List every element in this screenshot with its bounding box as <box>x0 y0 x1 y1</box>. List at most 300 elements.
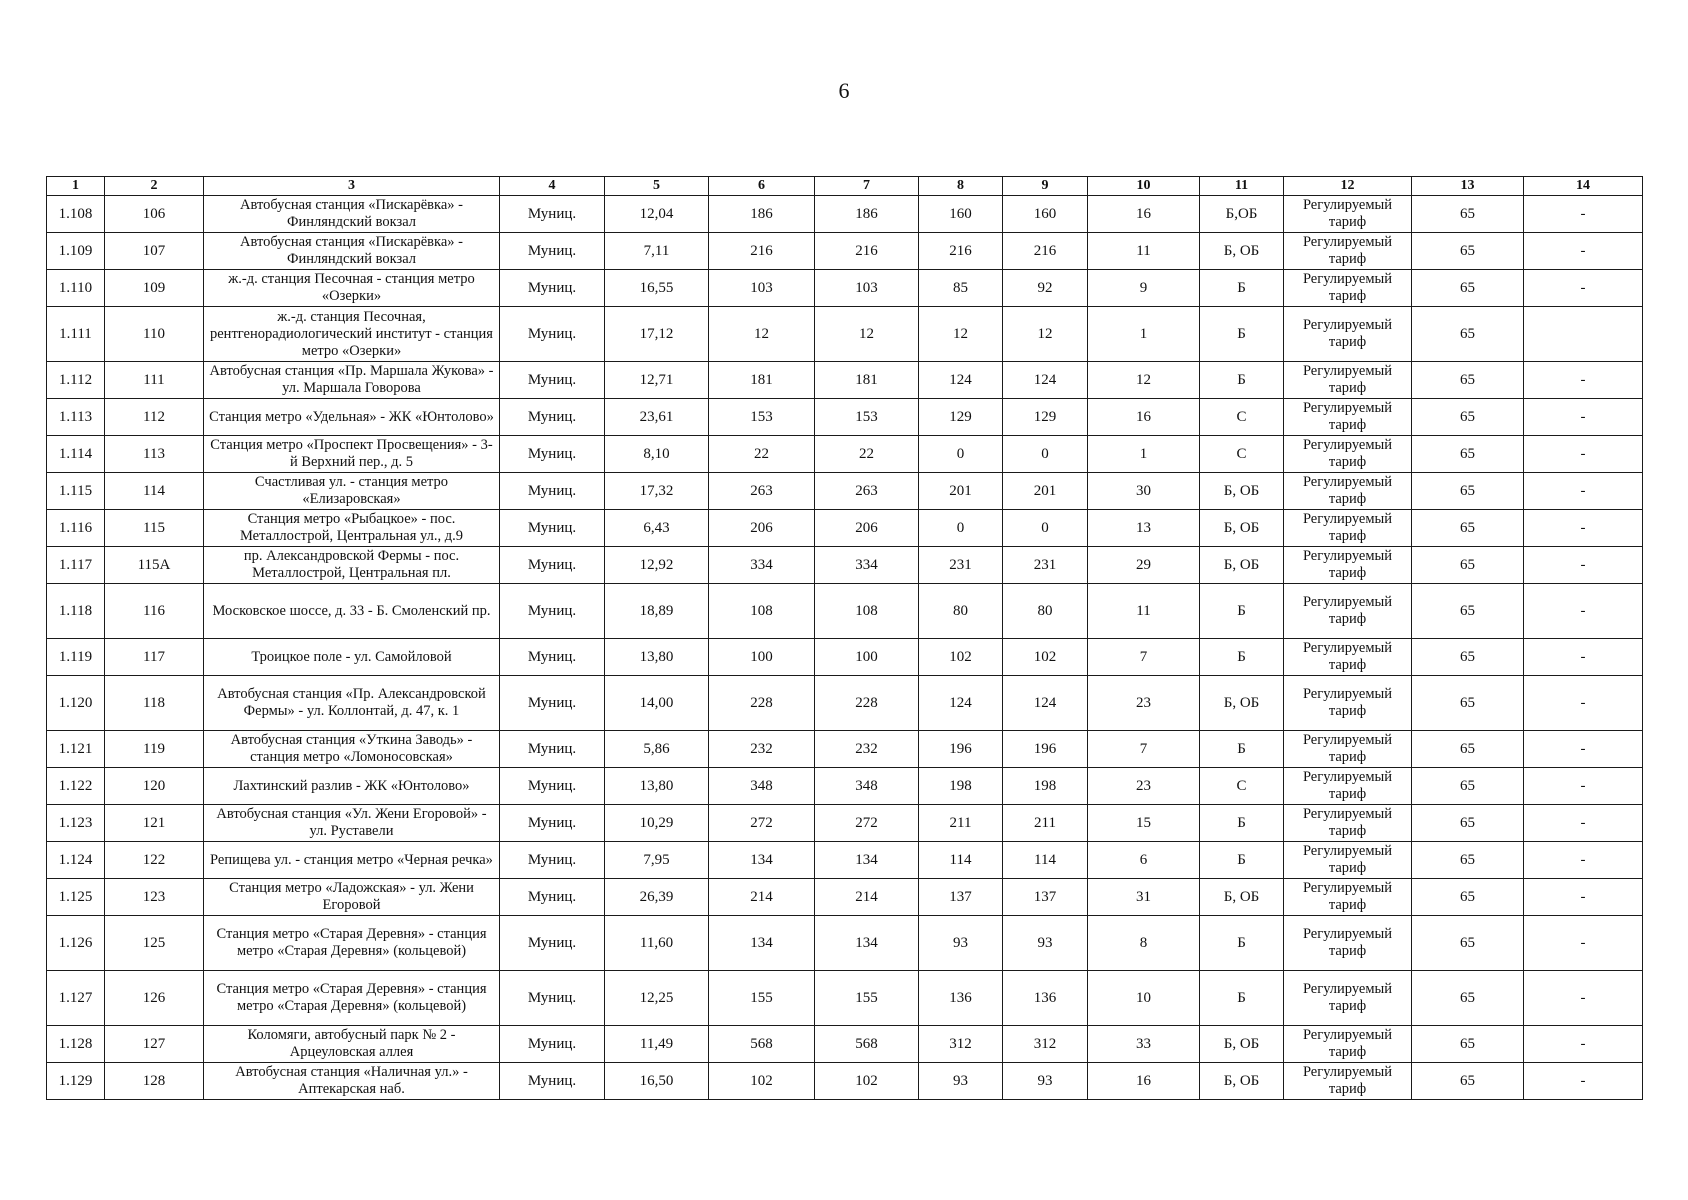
row-number-cell: 1.127 <box>47 971 105 1026</box>
vehicle-class-cell: С <box>1200 436 1284 473</box>
column-header-14: 14 <box>1524 177 1643 196</box>
count-10-cell: 13 <box>1088 510 1200 547</box>
count-9-cell: 124 <box>1003 362 1088 399</box>
count-10-cell: 11 <box>1088 233 1200 270</box>
vehicle-class-cell: Б <box>1200 971 1284 1026</box>
routes-table <box>46 176 1643 1100</box>
count-9-cell: 93 <box>1003 1063 1088 1100</box>
value-14-cell: - <box>1524 805 1643 842</box>
route-type-cell: Муниц. <box>500 510 605 547</box>
vehicle-class-cell: Б, ОБ <box>1200 473 1284 510</box>
count-10-cell: 16 <box>1088 399 1200 436</box>
vehicle-class-cell: Б, ОБ <box>1200 1026 1284 1063</box>
count-10-cell: 16 <box>1088 196 1200 233</box>
value-13-cell: 65 <box>1412 473 1524 510</box>
count-7-cell: 206 <box>815 510 919 547</box>
column-header-8: 8 <box>919 177 1003 196</box>
route-length-cell: 12,04 <box>605 196 709 233</box>
vehicle-class-cell: Б, ОБ <box>1200 547 1284 584</box>
route-name-cell: Московское шоссе, д. 33 - Б. Смоленский пр. <box>204 584 500 639</box>
table-row <box>47 362 1643 399</box>
route-length-cell: 17,12 <box>605 307 709 362</box>
count-10-cell: 7 <box>1088 731 1200 768</box>
tariff-cell: Регулируемый тариф <box>1284 1063 1412 1100</box>
value-14-cell: - <box>1524 768 1643 805</box>
tariff-cell: Регулируемый тариф <box>1284 270 1412 307</box>
value-14-cell: - <box>1524 879 1643 916</box>
tariff-cell: Регулируемый тариф <box>1284 879 1412 916</box>
value-13-cell: 65 <box>1412 805 1524 842</box>
count-9-cell: 231 <box>1003 547 1088 584</box>
vehicle-class-cell: Б <box>1200 731 1284 768</box>
value-13-cell: 65 <box>1412 399 1524 436</box>
table-row <box>47 233 1643 270</box>
route-length-cell: 16,50 <box>605 1063 709 1100</box>
value-14-cell: - <box>1524 270 1643 307</box>
route-number-cell: 110 <box>105 307 204 362</box>
vehicle-class-cell: Б <box>1200 842 1284 879</box>
count-9-cell: 12 <box>1003 307 1088 362</box>
column-header-3: 3 <box>204 177 500 196</box>
value-13-cell: 65 <box>1412 547 1524 584</box>
table-row <box>47 1063 1643 1100</box>
count-6-cell: 103 <box>709 270 815 307</box>
vehicle-class-cell: Б <box>1200 805 1284 842</box>
route-type-cell: Муниц. <box>500 362 605 399</box>
count-7-cell: 22 <box>815 436 919 473</box>
count-8-cell: 198 <box>919 768 1003 805</box>
count-6-cell: 228 <box>709 676 815 731</box>
value-13-cell: 65 <box>1412 436 1524 473</box>
route-number-cell: 111 <box>105 362 204 399</box>
route-number-cell: 122 <box>105 842 204 879</box>
count-7-cell: 186 <box>815 196 919 233</box>
tariff-cell: Регулируемый тариф <box>1284 639 1412 676</box>
route-type-cell: Муниц. <box>500 805 605 842</box>
route-name-cell: Станция метро «Удельная» - ЖК «Юнтолово» <box>204 399 500 436</box>
count-9-cell: 160 <box>1003 196 1088 233</box>
route-number-cell: 125 <box>105 916 204 971</box>
count-7-cell: 272 <box>815 805 919 842</box>
count-6-cell: 348 <box>709 768 815 805</box>
table-row <box>47 547 1643 584</box>
row-number-cell: 1.129 <box>47 1063 105 1100</box>
count-10-cell: 1 <box>1088 436 1200 473</box>
route-type-cell: Муниц. <box>500 1026 605 1063</box>
row-number-cell: 1.109 <box>47 233 105 270</box>
count-7-cell: 263 <box>815 473 919 510</box>
route-type-cell: Муниц. <box>500 842 605 879</box>
count-9-cell: 93 <box>1003 916 1088 971</box>
vehicle-class-cell: С <box>1200 768 1284 805</box>
value-13-cell: 65 <box>1412 971 1524 1026</box>
route-length-cell: 18,89 <box>605 584 709 639</box>
count-7-cell: 102 <box>815 1063 919 1100</box>
count-7-cell: 100 <box>815 639 919 676</box>
count-6-cell: 134 <box>709 842 815 879</box>
column-header-13: 13 <box>1412 177 1524 196</box>
count-6-cell: 334 <box>709 547 815 584</box>
value-14-cell: - <box>1524 399 1643 436</box>
count-10-cell: 12 <box>1088 362 1200 399</box>
table-row <box>47 676 1643 731</box>
count-7-cell: 108 <box>815 584 919 639</box>
row-number-cell: 1.128 <box>47 1026 105 1063</box>
route-number-cell: 109 <box>105 270 204 307</box>
route-name-cell: Станция метро «Старая Деревня» - станция метро «Старая Деревня» (кольцевой) <box>204 916 500 971</box>
route-length-cell: 12,25 <box>605 971 709 1026</box>
count-10-cell: 9 <box>1088 270 1200 307</box>
count-8-cell: 211 <box>919 805 1003 842</box>
route-name-cell: Репищева ул. - станция метро «Черная речка» <box>204 842 500 879</box>
route-length-cell: 11,60 <box>605 916 709 971</box>
count-7-cell: 348 <box>815 768 919 805</box>
route-number-cell: 127 <box>105 1026 204 1063</box>
route-name-cell: Автобусная станция «Наличная ул.» - Аптекарская наб. <box>204 1063 500 1100</box>
tariff-cell: Регулируемый тариф <box>1284 547 1412 584</box>
table-row <box>47 1026 1643 1063</box>
tariff-cell: Регулируемый тариф <box>1284 399 1412 436</box>
route-number-cell: 117 <box>105 639 204 676</box>
count-8-cell: 137 <box>919 879 1003 916</box>
route-number-cell: 106 <box>105 196 204 233</box>
row-number-cell: 1.125 <box>47 879 105 916</box>
count-10-cell: 6 <box>1088 842 1200 879</box>
count-9-cell: 92 <box>1003 270 1088 307</box>
value-13-cell: 65 <box>1412 842 1524 879</box>
header-row <box>47 177 1643 196</box>
route-number-cell: 115А <box>105 547 204 584</box>
count-8-cell: 129 <box>919 399 1003 436</box>
count-6-cell: 153 <box>709 399 815 436</box>
value-14-cell: - <box>1524 510 1643 547</box>
count-10-cell: 23 <box>1088 676 1200 731</box>
value-14-cell: - <box>1524 436 1643 473</box>
route-type-cell: Муниц. <box>500 436 605 473</box>
value-14-cell: - <box>1524 916 1643 971</box>
row-number-cell: 1.118 <box>47 584 105 639</box>
table-header <box>47 177 1643 196</box>
count-6-cell: 186 <box>709 196 815 233</box>
route-length-cell: 8,10 <box>605 436 709 473</box>
route-name-cell: Автобусная станция «Пискарёвка» - Финляндский вокзал <box>204 233 500 270</box>
route-length-cell: 6,43 <box>605 510 709 547</box>
route-number-cell: 123 <box>105 879 204 916</box>
route-type-cell: Муниц. <box>500 233 605 270</box>
count-10-cell: 11 <box>1088 584 1200 639</box>
value-13-cell: 65 <box>1412 768 1524 805</box>
row-number-cell: 1.121 <box>47 731 105 768</box>
row-number-cell: 1.111 <box>47 307 105 362</box>
count-7-cell: 134 <box>815 916 919 971</box>
route-type-cell: Муниц. <box>500 768 605 805</box>
page-number: 6 <box>838 78 850 103</box>
count-7-cell: 334 <box>815 547 919 584</box>
count-8-cell: 312 <box>919 1026 1003 1063</box>
tariff-cell: Регулируемый тариф <box>1284 307 1412 362</box>
row-number-cell: 1.119 <box>47 639 105 676</box>
count-9-cell: 114 <box>1003 842 1088 879</box>
route-length-cell: 11,49 <box>605 1026 709 1063</box>
value-13-cell: 65 <box>1412 362 1524 399</box>
route-number-cell: 121 <box>105 805 204 842</box>
value-13-cell: 65 <box>1412 307 1524 362</box>
tariff-cell: Регулируемый тариф <box>1284 805 1412 842</box>
count-6-cell: 102 <box>709 1063 815 1100</box>
count-9-cell: 129 <box>1003 399 1088 436</box>
count-8-cell: 160 <box>919 196 1003 233</box>
count-10-cell: 33 <box>1088 1026 1200 1063</box>
table-row <box>47 916 1643 971</box>
count-7-cell: 134 <box>815 842 919 879</box>
tariff-cell: Регулируемый тариф <box>1284 362 1412 399</box>
vehicle-class-cell: Б, ОБ <box>1200 233 1284 270</box>
value-14-cell: - <box>1524 1063 1643 1100</box>
route-name-cell: пр. Александровской Фермы - пос. Металлострой, Центральная пл. <box>204 547 500 584</box>
tariff-cell: Регулируемый тариф <box>1284 731 1412 768</box>
count-7-cell: 155 <box>815 971 919 1026</box>
route-number-cell: 116 <box>105 584 204 639</box>
value-13-cell: 65 <box>1412 879 1524 916</box>
count-10-cell: 1 <box>1088 307 1200 362</box>
row-number-cell: 1.122 <box>47 768 105 805</box>
value-13-cell: 65 <box>1412 639 1524 676</box>
vehicle-class-cell: Б <box>1200 639 1284 676</box>
value-13-cell: 65 <box>1412 233 1524 270</box>
count-6-cell: 272 <box>709 805 815 842</box>
count-8-cell: 0 <box>919 436 1003 473</box>
column-header-4: 4 <box>500 177 605 196</box>
count-8-cell: 196 <box>919 731 1003 768</box>
count-8-cell: 0 <box>919 510 1003 547</box>
count-9-cell: 124 <box>1003 676 1088 731</box>
count-6-cell: 216 <box>709 233 815 270</box>
count-9-cell: 137 <box>1003 879 1088 916</box>
value-14-cell: - <box>1524 971 1643 1026</box>
count-9-cell: 211 <box>1003 805 1088 842</box>
count-7-cell: 568 <box>815 1026 919 1063</box>
vehicle-class-cell: Б, ОБ <box>1200 510 1284 547</box>
count-6-cell: 181 <box>709 362 815 399</box>
route-number-cell: 112 <box>105 399 204 436</box>
route-name-cell: Станция метро «Рыбацкое» - пос. Металлострой, Центральная ул., д.9 <box>204 510 500 547</box>
route-type-cell: Муниц. <box>500 1063 605 1100</box>
vehicle-class-cell: Б <box>1200 584 1284 639</box>
route-length-cell: 14,00 <box>605 676 709 731</box>
table-row <box>47 510 1643 547</box>
count-6-cell: 206 <box>709 510 815 547</box>
vehicle-class-cell: Б <box>1200 307 1284 362</box>
route-length-cell: 17,32 <box>605 473 709 510</box>
count-7-cell: 153 <box>815 399 919 436</box>
value-14-cell: - <box>1524 362 1643 399</box>
count-6-cell: 214 <box>709 879 815 916</box>
value-14-cell: - <box>1524 233 1643 270</box>
column-header-9: 9 <box>1003 177 1088 196</box>
count-7-cell: 12 <box>815 307 919 362</box>
table-row <box>47 473 1643 510</box>
count-8-cell: 93 <box>919 1063 1003 1100</box>
value-14-cell: - <box>1524 584 1643 639</box>
tariff-cell: Регулируемый тариф <box>1284 971 1412 1026</box>
count-6-cell: 232 <box>709 731 815 768</box>
column-header-1: 1 <box>47 177 105 196</box>
row-number-cell: 1.120 <box>47 676 105 731</box>
count-6-cell: 263 <box>709 473 815 510</box>
row-number-cell: 1.114 <box>47 436 105 473</box>
tariff-cell: Регулируемый тариф <box>1284 473 1412 510</box>
vehicle-class-cell: Б <box>1200 362 1284 399</box>
column-header-6: 6 <box>709 177 815 196</box>
route-length-cell: 13,80 <box>605 639 709 676</box>
count-7-cell: 232 <box>815 731 919 768</box>
value-14-cell: - <box>1524 639 1643 676</box>
count-8-cell: 124 <box>919 362 1003 399</box>
row-number-cell: 1.112 <box>47 362 105 399</box>
column-header-10: 10 <box>1088 177 1200 196</box>
route-number-cell: 126 <box>105 971 204 1026</box>
tariff-cell: Регулируемый тариф <box>1284 584 1412 639</box>
count-9-cell: 312 <box>1003 1026 1088 1063</box>
route-number-cell: 114 <box>105 473 204 510</box>
count-10-cell: 29 <box>1088 547 1200 584</box>
column-header-2: 2 <box>105 177 204 196</box>
route-length-cell: 23,61 <box>605 399 709 436</box>
route-length-cell: 7,95 <box>605 842 709 879</box>
route-type-cell: Муниц. <box>500 731 605 768</box>
route-name-cell: Станция метро «Проспект Просвещения» - 3-й Верхний пер., д. 5 <box>204 436 500 473</box>
route-name-cell: Автобусная станция «Уткина Заводь» - станция метро «Ломоносовская» <box>204 731 500 768</box>
count-9-cell: 136 <box>1003 971 1088 1026</box>
table-row <box>47 270 1643 307</box>
route-length-cell: 12,92 <box>605 547 709 584</box>
tariff-cell: Регулируемый тариф <box>1284 1026 1412 1063</box>
value-14-cell: - <box>1524 547 1643 584</box>
row-number-cell: 1.108 <box>47 196 105 233</box>
tariff-cell: Регулируемый тариф <box>1284 842 1412 879</box>
count-9-cell: 196 <box>1003 731 1088 768</box>
column-header-11: 11 <box>1200 177 1284 196</box>
count-7-cell: 103 <box>815 270 919 307</box>
route-number-cell: 120 <box>105 768 204 805</box>
row-number-cell: 1.126 <box>47 916 105 971</box>
table-row <box>47 842 1643 879</box>
tariff-cell: Регулируемый тариф <box>1284 768 1412 805</box>
count-8-cell: 85 <box>919 270 1003 307</box>
table-row <box>47 879 1643 916</box>
route-type-cell: Муниц. <box>500 270 605 307</box>
tariff-cell: Регулируемый тариф <box>1284 196 1412 233</box>
table-row <box>47 731 1643 768</box>
count-10-cell: 15 <box>1088 805 1200 842</box>
count-9-cell: 198 <box>1003 768 1088 805</box>
route-name-cell: Автобусная станция «Пискарёвка» - Финляндский вокзал <box>204 196 500 233</box>
route-name-cell: Лахтинский разлив - ЖК «Юнтолово» <box>204 768 500 805</box>
table-body <box>47 196 1643 1100</box>
count-8-cell: 102 <box>919 639 1003 676</box>
route-length-cell: 5,86 <box>605 731 709 768</box>
count-10-cell: 23 <box>1088 768 1200 805</box>
table-row <box>47 399 1643 436</box>
vehicle-class-cell: Б,ОБ <box>1200 196 1284 233</box>
table-row <box>47 805 1643 842</box>
route-name-cell: Троицкое поле - ул. Самойловой <box>204 639 500 676</box>
route-number-cell: 113 <box>105 436 204 473</box>
route-number-cell: 115 <box>105 510 204 547</box>
route-number-cell: 118 <box>105 676 204 731</box>
count-7-cell: 228 <box>815 676 919 731</box>
route-length-cell: 7,11 <box>605 233 709 270</box>
count-6-cell: 134 <box>709 916 815 971</box>
route-name-cell: Автобусная станция «Ул. Жени Егоровой» - ул. Руставели <box>204 805 500 842</box>
vehicle-class-cell: Б, ОБ <box>1200 879 1284 916</box>
value-14-cell: - <box>1524 731 1643 768</box>
count-7-cell: 181 <box>815 362 919 399</box>
count-8-cell: 12 <box>919 307 1003 362</box>
column-header-12: 12 <box>1284 177 1412 196</box>
tariff-cell: Регулируемый тариф <box>1284 510 1412 547</box>
value-14-cell: - <box>1524 842 1643 879</box>
vehicle-class-cell: Б, ОБ <box>1200 1063 1284 1100</box>
route-name-cell: Счастливая ул. - станция метро «Елизаровская» <box>204 473 500 510</box>
value-13-cell: 65 <box>1412 1063 1524 1100</box>
table-row <box>47 639 1643 676</box>
row-number-cell: 1.123 <box>47 805 105 842</box>
column-header-5: 5 <box>605 177 709 196</box>
count-6-cell: 22 <box>709 436 815 473</box>
count-9-cell: 102 <box>1003 639 1088 676</box>
vehicle-class-cell: Б, ОБ <box>1200 676 1284 731</box>
route-length-cell: 10,29 <box>605 805 709 842</box>
count-8-cell: 231 <box>919 547 1003 584</box>
route-length-cell: 26,39 <box>605 879 709 916</box>
tariff-cell: Регулируемый тариф <box>1284 676 1412 731</box>
vehicle-class-cell: Б <box>1200 916 1284 971</box>
route-type-cell: Муниц. <box>500 473 605 510</box>
value-13-cell: 65 <box>1412 584 1524 639</box>
table-row <box>47 307 1643 362</box>
route-length-cell: 16,55 <box>605 270 709 307</box>
route-type-cell: Муниц. <box>500 547 605 584</box>
route-type-cell: Муниц. <box>500 584 605 639</box>
value-14-cell: - <box>1524 196 1643 233</box>
count-10-cell: 8 <box>1088 916 1200 971</box>
count-10-cell: 10 <box>1088 971 1200 1026</box>
value-13-cell: 65 <box>1412 731 1524 768</box>
row-number-cell: 1.113 <box>47 399 105 436</box>
value-14-cell: - <box>1524 473 1643 510</box>
route-number-cell: 107 <box>105 233 204 270</box>
route-name-cell: ж.-д. станция Песочная - станция метро «Озерки» <box>204 270 500 307</box>
route-type-cell: Муниц. <box>500 971 605 1026</box>
count-9-cell: 216 <box>1003 233 1088 270</box>
route-name-cell: Автобусная станция «Пр. Александровской Фермы» - ул. Коллонтай, д. 47, к. 1 <box>204 676 500 731</box>
value-13-cell: 65 <box>1412 510 1524 547</box>
value-13-cell: 65 <box>1412 270 1524 307</box>
tariff-cell: Регулируемый тариф <box>1284 436 1412 473</box>
row-number-cell: 1.117 <box>47 547 105 584</box>
value-14-cell: - <box>1524 676 1643 731</box>
count-10-cell: 7 <box>1088 639 1200 676</box>
value-13-cell: 65 <box>1412 916 1524 971</box>
route-type-cell: Муниц. <box>500 879 605 916</box>
table-row <box>47 971 1643 1026</box>
route-type-cell: Муниц. <box>500 399 605 436</box>
table-row <box>47 196 1643 233</box>
count-7-cell: 214 <box>815 879 919 916</box>
table-row <box>47 584 1643 639</box>
table-row <box>47 768 1643 805</box>
